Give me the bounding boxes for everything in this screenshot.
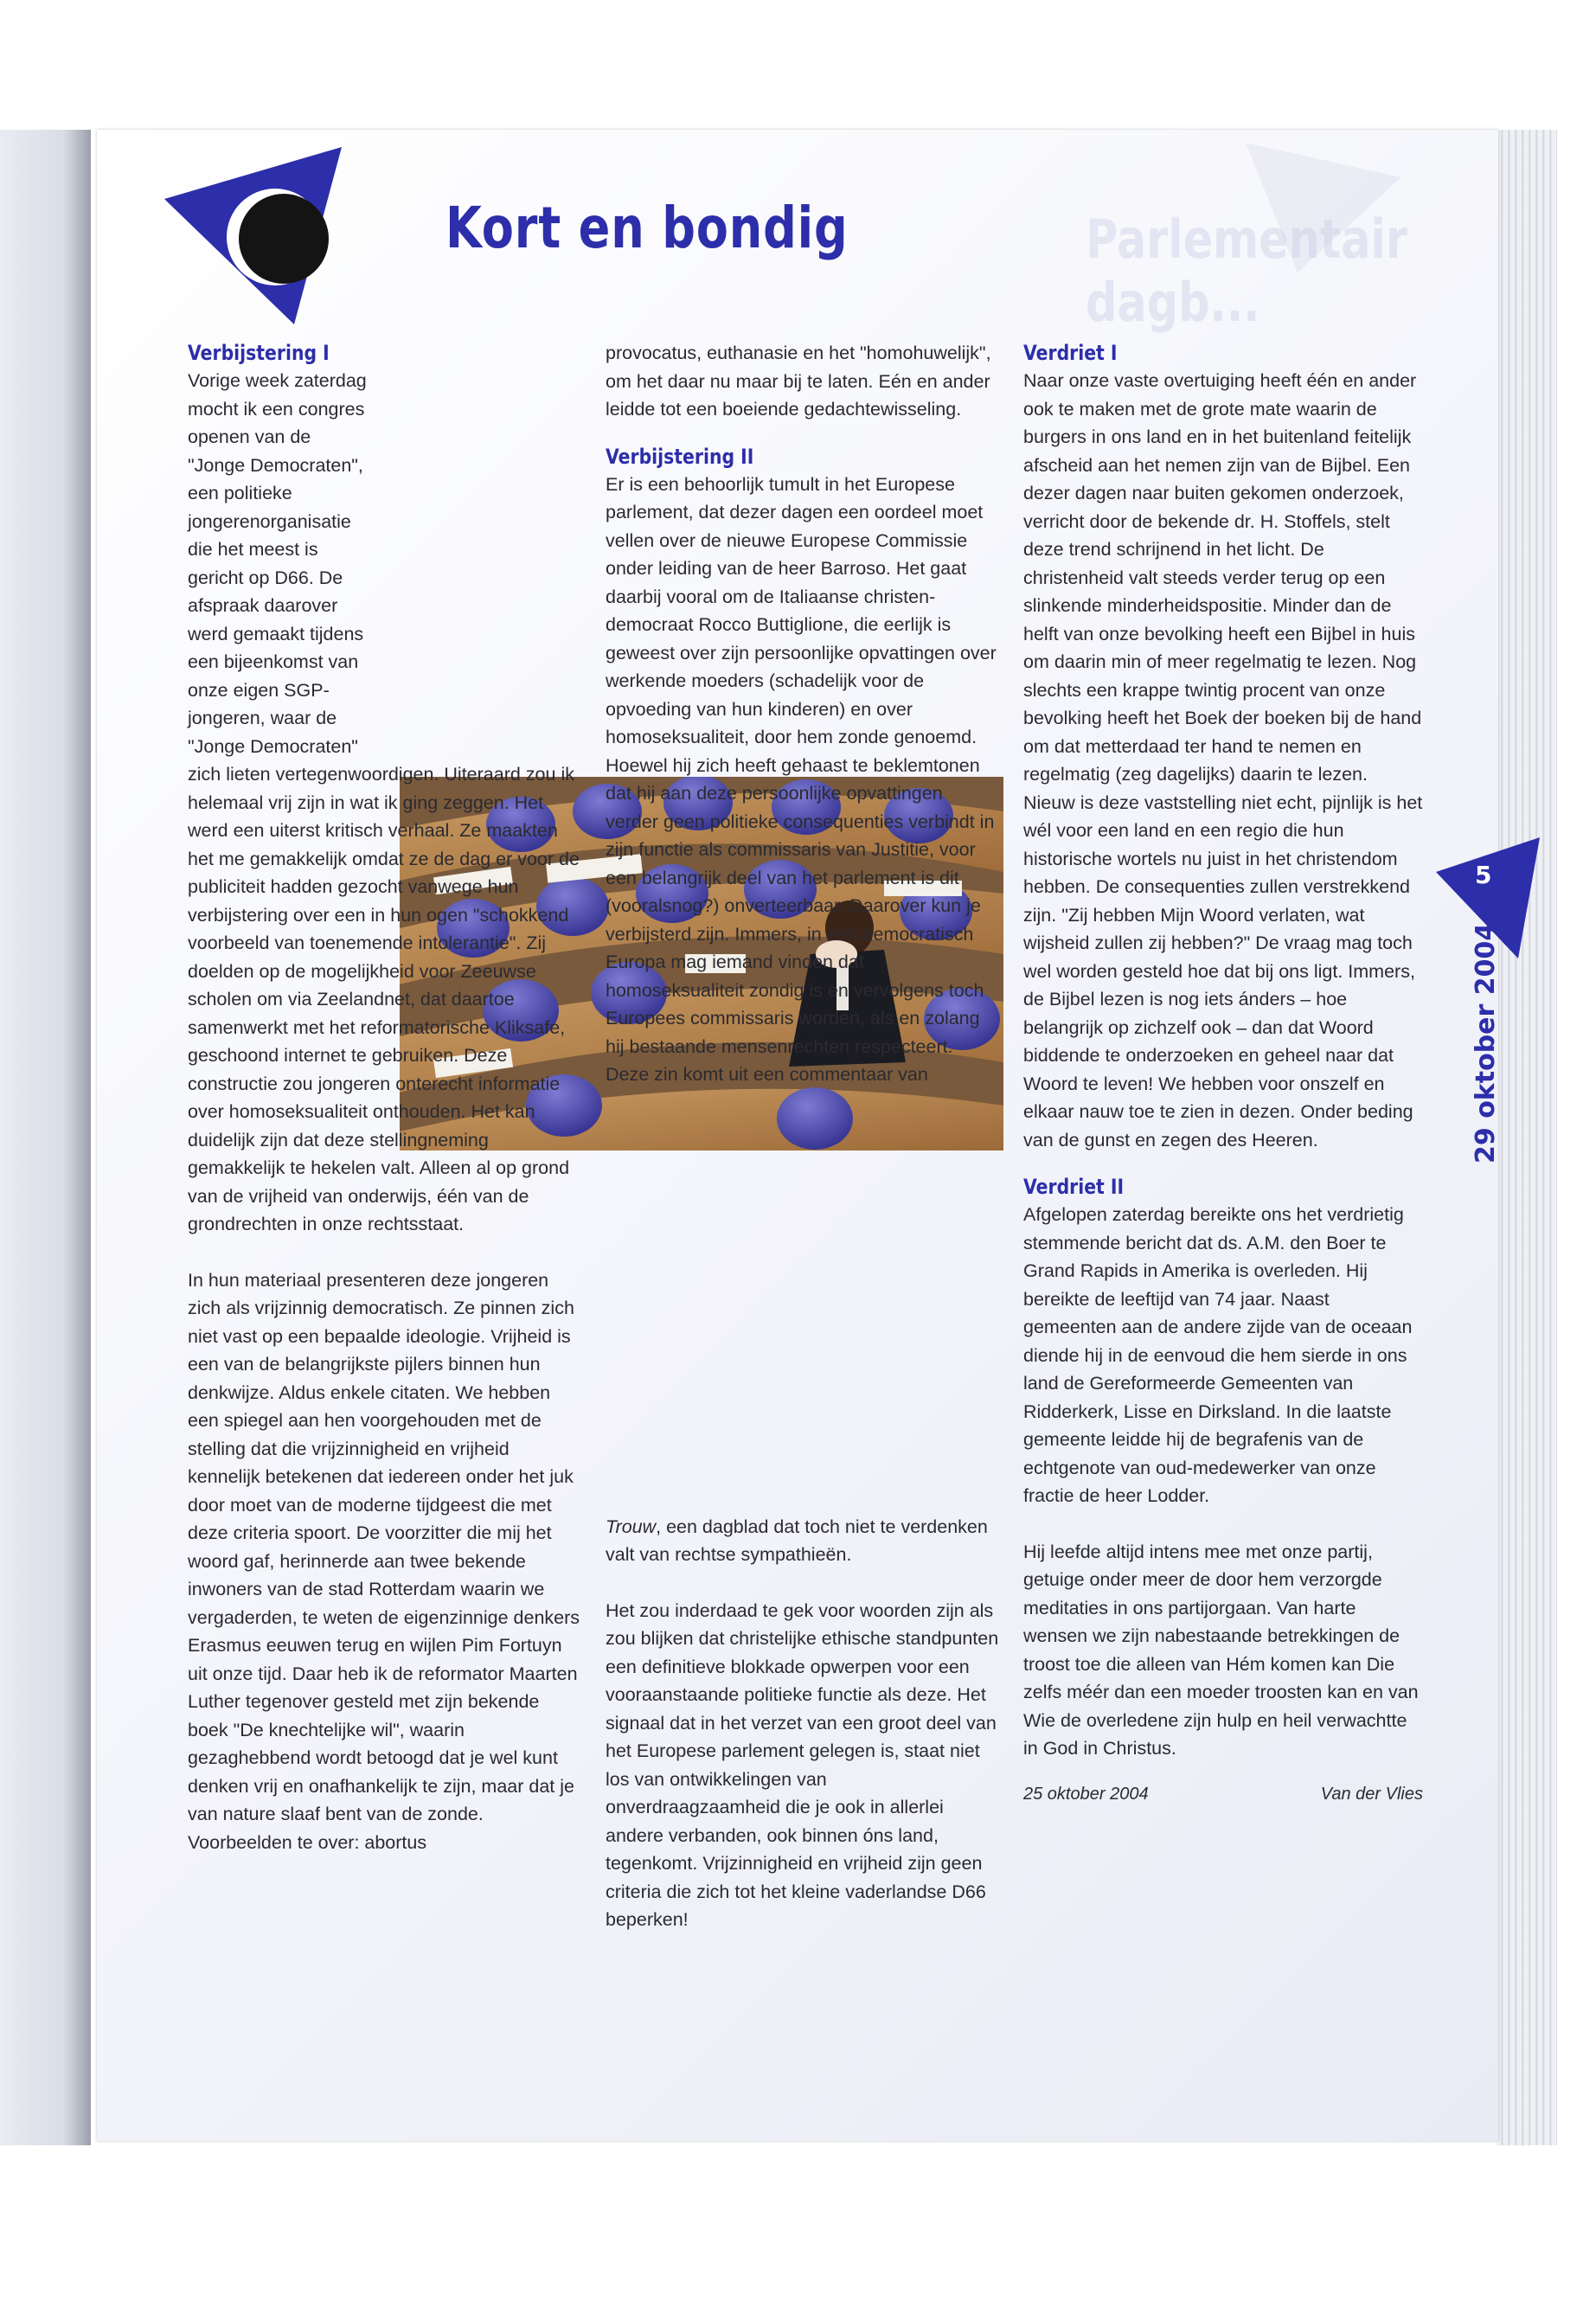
heading-verbijstering-2: Verbijstering II [606, 444, 754, 469]
heading-verdriet-1: Verdriet I [1023, 341, 1118, 365]
v2-paragraph-1-end: Trouw, een dagblad dat toch niet te verdenken valt van rechtse sympathieën. [606, 1516, 988, 1565]
issue-date: 29 oktober 2004 [1471, 922, 1501, 1163]
page-number: 5 [1475, 861, 1492, 889]
signature-line [1023, 1780, 1423, 1809]
photo-wrap-spacer [372, 367, 583, 758]
photo-gap [606, 1089, 999, 1513]
column-right [1023, 339, 1423, 1808]
right-page-stack [1497, 130, 1557, 2145]
v2-paragraph-2: Het zou inderdaad te gek voor woorden zijn als zou blijken dat christelijke ethische standpunten een definitieve blokkade opwerpen voor een vooraanstaande politieke functie als deze. Het signaal dat in het verzet van een groot deel van het Europese parlement gelegen is, staat niet los van ontwikkelingen van onverdraagzaamheid die je ook in allerlei andere verbanden, ook binnen óns land, tegenkomt. Vrijzinnigheid en vrijheid zijn geen criteria die zich tot het kleine vaderlandse D66 beperken! [606, 1599, 999, 1930]
heading-verdriet-2: Verdriet II [1023, 1175, 1125, 1199]
left-page-edge [0, 130, 91, 2145]
signature-date: 25 oktober 2004 [1023, 1784, 1149, 1804]
section-logo-icon [164, 147, 355, 329]
v1-paragraph-3: provocatus, euthanasie en het "homohuwelijk", om het daar nu maar bij te laten. Eén en ander leidde tot een boeiende gedachtewisseling. [606, 343, 991, 420]
column-left [188, 339, 583, 1856]
d2-paragraph-1: Afgelopen zaterdag bereikte ons het verdrietig stemmende bericht dat ds. A.M. den Boer te Grand Rapids in Amerika is overleden. Hij bereikte de leeftijd van 74 jaar. Naast gemeenten aan de andere zijde van de oceaan diende hij in de eenvoud die hem sierde in ons land de Gereformeerde Gemeenten van Ridderkerk, Lisse en Dirksland. In die laatste gemeente leidde hij de begrafenis van de echtgenote van oud-medewerker van onze fractie de heer Lodder. [1023, 1204, 1413, 1506]
d2-paragraph-2: Hij leefde altijd intens mee met onze partij, getuige onder meer de door hem verzorgde meditaties in ons partijorgaan. Van harte wensen we zijn nabestaande betrekkingen de troost toe die alleen van Hém komen kan Die zelfs méér dan een moeder troosten kan en van Wie de overledene zijn hulp en heil verwachtte in God in Christus. [1023, 1541, 1419, 1759]
ghost-background-text: Parlementair dagb... [1086, 208, 1407, 334]
heading-verbijstering-1: Verbijstering I [188, 341, 330, 365]
signature-author: Van der Vlies [1320, 1784, 1423, 1804]
v1-paragraph-1: Vorige week zaterdag mocht ik een congres openen van de "Jonge Democraten", een politieke jongerenorganisatie die het meest is gericht op D66. De afspraak daarover werd gemaakt tijdens een bijeenkomst van onze eigen SGP-jongeren, waar de "Jonge Democraten" zich lieten vertegenwoordigen. Uiteraard zou ik helemaal vrij zijn in wat ik ging zeggen. Het werd een uiterst kritisch verhaal. Ze maakten het me gemakkelijk omdat ze de dag er voor de publiciteit hadden gezocht vanwege hun verbijstering over een in hun ogen "schokkend voorbeeld van toenemende intolerantie". Zij doelden op de mogelijkheid voor Zeeuwse scholen om via Zeelandnet, dat daartoe samenwerkt met het reformatorische Kliksafe, geschoond internet te gebruiken. Deze constructie zou jongeren onterecht informatie over homoseksualiteit onthouden. Het kan duidelijk zijn dat deze stellingneming gemakkelijk te hekelen valt. Alleen al op grond van de vrijheid van onderwijs, één van de grondrechten in onze rechtsstaat. [188, 367, 583, 1239]
d1-paragraph-1: Naar onze vaste overtuiging heeft één en ander ook te maken met de grote mate waarin de burgers in ons land en in het buitenland feitelijk afscheid aan het nemen zijn van de Bijbel. Een dezer dagen naar buiten gekomen onderzoek, verricht door de bekende dr. H. Stoffels, stelt deze trend schrijnend in het licht. De christenheid valt steeds verder terug op een slinkende minderheidspositie. Minder dan de helft van onze bevolking heeft een Bijbel in huis om daarin min of meer regelmatig te lezen. Nog slechts een krappe twintig procent van onze bevolking heeft het Boek der boeken bij de hand om dat metterdaad ter hand te nemen en regelmatig (zeg dagelijks) daarin te lezen. Nieuw is deze vaststelling niet echt, pijnlijk is het wél voor een land en een regio die hun historische wortels nu juist in het christendom hebben. De consequenties zullen verstrekkend zijn. "Zij hebben Mijn Woord verlaten, wat wijsheid zullen zij hebben?" De vraag mag toch wel worden gesteld hoe dat bij ons ligt. Immers, de Bijbel lezen is nog iets ánders – hoe belangrijk op zichzelf ook – dan dat Woord biddende te onderzoeken en geheel naar dat Woord te leven! We hebben voor onszelf en elkaar nauw toe te zien in dezen. Onder beding van de gunst en zegen des Heeren. [1023, 370, 1423, 1150]
v2-paragraph-1: Er is een behoorlijk tumult in het Europese parlement, dat dezer dagen een oordeel moet vellen over de nieuwe Europese Commissie onder leiding van de heer Barroso. Het gaat daarbij vooral om de Italiaanse christen-democraat Rocco Buttiglione, die eerlijk is geweest over zijn persoonlijke opvattingen over werkende moeders (schadelijk voor de opvoeding van hun kinderen) en over homoseksualiteit, door hem zonde genoemd. Hoewel hij zich heeft gehaast te beklemtonen dat hij aan deze persoonlijke opvattingen verder geen politieke consequenties verbindt in zijn functie als commissaris van Justitie, voor een belangrijk deel van het parlement is dit (vooralsnog?) onverteerbaar. Daarover kun je verbijsterd zijn. Immers, in een democratisch Europa mag iemand vinden dat homoseksualiteit zondig is en vervolgens toch Europees commissaris worden, als en zolang hij bestaande mensenrechten respecteert. Deze zin komt uit een commentaar van [606, 471, 999, 1513]
source-trouw: Trouw [606, 1516, 657, 1537]
page-title: Kort en bondig [445, 195, 849, 261]
v1-paragraph-2: In hun materiaal presenteren deze jongeren zich als vrijzinnig democratisch. Ze pinnen zich niet vast op een bepaalde ideologie. Vrijheid is een van de belangrijkste pijlers binnen hun denkwijze. Aldus enkele citaten. We hebben een spiegel aan hen voorgehouden met de stelling dat die vrijzinnigheid en vrijheid kennelijk betekenen dat iedereen onder het juk door moet van de moderne tijdgeest die met deze criteria spoort. De voorzitter die mij het woord gaf, herinnerde aan twee bekende inwoners van de stad Rotterdam waarin we vergaderden, te weten de eigenzinnige denkers Erasmus eeuwen terug en wijlen Pim Fortuyn uit onze tijd. Daar heb ik de reformator Maarten Luther tegenover gesteld met zijn bekende boek "De knechtelijke wil", waarin gezaghebbend wordt betoogd dat je wel kunt denken vrij en onafhankelijk te zijn, maar dat je van nature slaaf bent van de zonde. Voorbeelden te over: abortus [188, 1269, 580, 1853]
column-middle [606, 339, 999, 1934]
